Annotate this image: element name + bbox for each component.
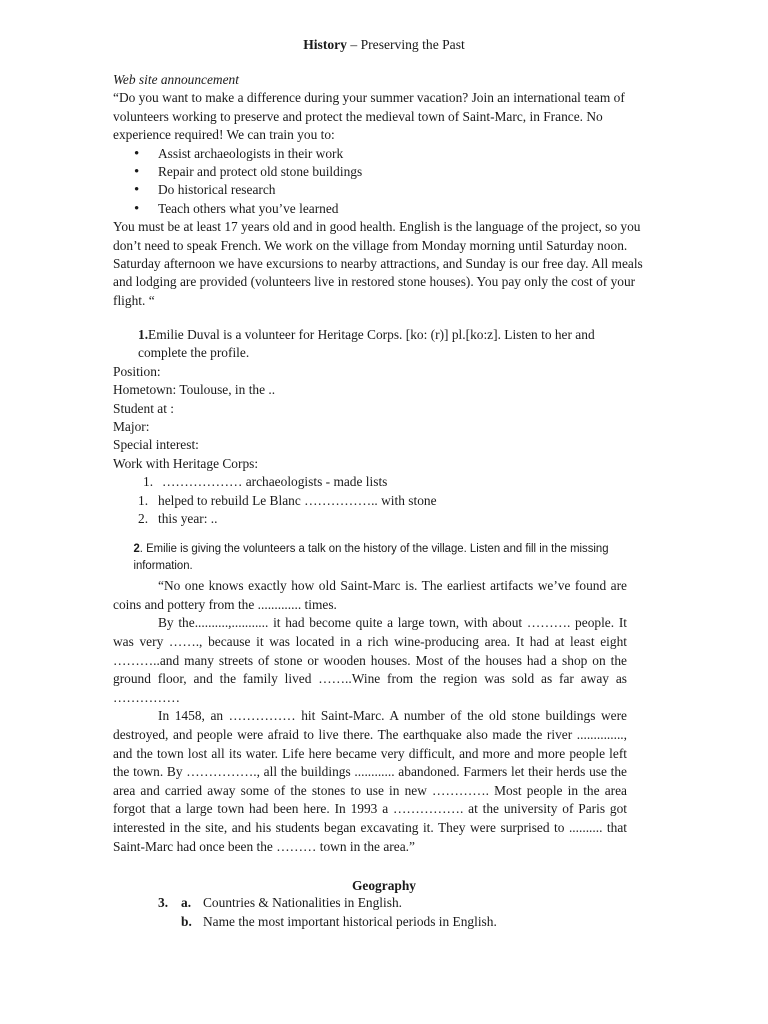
story-paragraph: By the..........,........... it had become quite a large town, with about ………. people. It was very ……., because it was located in a rich wine-producing area. It had at least eight ………..and many streets of stone or wooden houses. Most of the houses had a shop on the ground floor, and the family lived ……..Wine from the region was sold as far away as …………… — [113, 615, 627, 705]
exercise-1-instruction — [113, 326, 643, 363]
item-letter: b. — [181, 913, 192, 929]
exercise-1-number: 1. — [138, 327, 149, 342]
list-number: 1. — [143, 474, 154, 490]
exercise-2-text: . Emilie is giving the volunteers a talk on the history of the village. Listen and fill in the missing information. — [133, 541, 609, 572]
bullet-item: • Repair and protect old stone buildings — [113, 163, 643, 181]
announcement-body: You must be at least 17 years old and in good health. English is the language of the project, so you don’t need to speak French. We work on the village from Monday morning until Saturday noon. Saturday afternoon we have excursions to nearby attractions, and Sunday is our free day. All meals and lodging are provided (volunteers live in restored stone houses). You pay only the cost of your flight. “ — [113, 219, 643, 308]
exercise-1 — [113, 326, 643, 528]
profile-field: Work with Heritage Corps: — [113, 455, 259, 471]
item-letter: a. — [181, 895, 192, 910]
profile-field: Hometown: Toulouse, in the .. — [113, 382, 276, 398]
story-paragraph: “No one knows exactly how old Saint-Marc is. The earliest artifacts we’ve found are coins and pottery from the ............. times. — [113, 578, 627, 612]
profile-field: Student at : — [113, 400, 174, 416]
list-text: helped to rebuild Le Blanc …………….. with stone — [158, 492, 437, 508]
exercise-3 — [158, 894, 658, 931]
announcement-intro: “Do you want to make a difference during your summer vacation? Join an international team of volunteers working to preserve and protect the medieval town of Saint-Marc, in France. No experience required! We can train you to: — [113, 90, 625, 143]
exercise-3-number: 3. — [158, 895, 169, 910]
geography-heading: Geography — [352, 878, 416, 893]
profile-field: Special interest: — [113, 437, 199, 453]
exercise-2-instruction — [113, 540, 647, 573]
list-text: ……………… archaeologists - made lists — [162, 474, 388, 490]
page-title — [0, 36, 768, 54]
announcement-bullet-list — [113, 145, 643, 219]
profile-field: Major: — [113, 419, 150, 435]
story-paragraph: In 1458, an …………… hit Saint-Marc. A number of the old stone buildings were destroyed, and people were afraid to live there. The earthquake also made the river .............., and the town lost all its water. Life here became very difficult, and more and more people left the town. By ……………., all the buildings ............ abandoned. Farmers let their herds use the area and carried away some of the stones to use in new …………. Most people in the area forgot that a large town had been here. In 1993 a ……………. at the university of Paris got interested in the site, and his students began excavating it. They were surprised to .......... that Saint-Marc had once been the ……… town in the area.” — [113, 708, 627, 854]
announcement-label: Web site announcement — [113, 72, 239, 87]
exercise-3-item-b — [158, 913, 658, 932]
exercise-2-story — [113, 577, 627, 856]
exercise-2 — [113, 540, 627, 856]
item-text: Countries & Nationalities in English. — [203, 895, 402, 910]
list-item — [113, 473, 643, 491]
exercise-3-item-a — [158, 894, 658, 913]
bullet-item: • Teach others what you’ve learned — [113, 200, 643, 218]
list-item — [113, 492, 643, 510]
heritage-work-list — [113, 473, 643, 528]
exercise-2-number: 2 — [133, 541, 140, 555]
item-text: Name the most important historical periods in English. — [203, 913, 497, 929]
list-text: this year: .. — [158, 511, 218, 527]
announcement-section — [113, 71, 643, 310]
title-rest: – Preserving the Past — [346, 37, 465, 52]
exercise-1-text: Emilie Duval is a volunteer for Heritage Corps. [ko: (r)] pl.[ko:z]. Listen to her and complete the profile. — [138, 327, 595, 361]
list-number: 1. — [138, 492, 149, 508]
profile-field: Position: — [113, 363, 161, 379]
title-subject: History — [303, 37, 347, 52]
bullet-item: • Do historical research — [113, 181, 643, 199]
list-number: 2. — [138, 511, 149, 527]
bullet-item: • Assist archaeologists in their work — [113, 145, 643, 163]
list-item — [113, 510, 643, 528]
